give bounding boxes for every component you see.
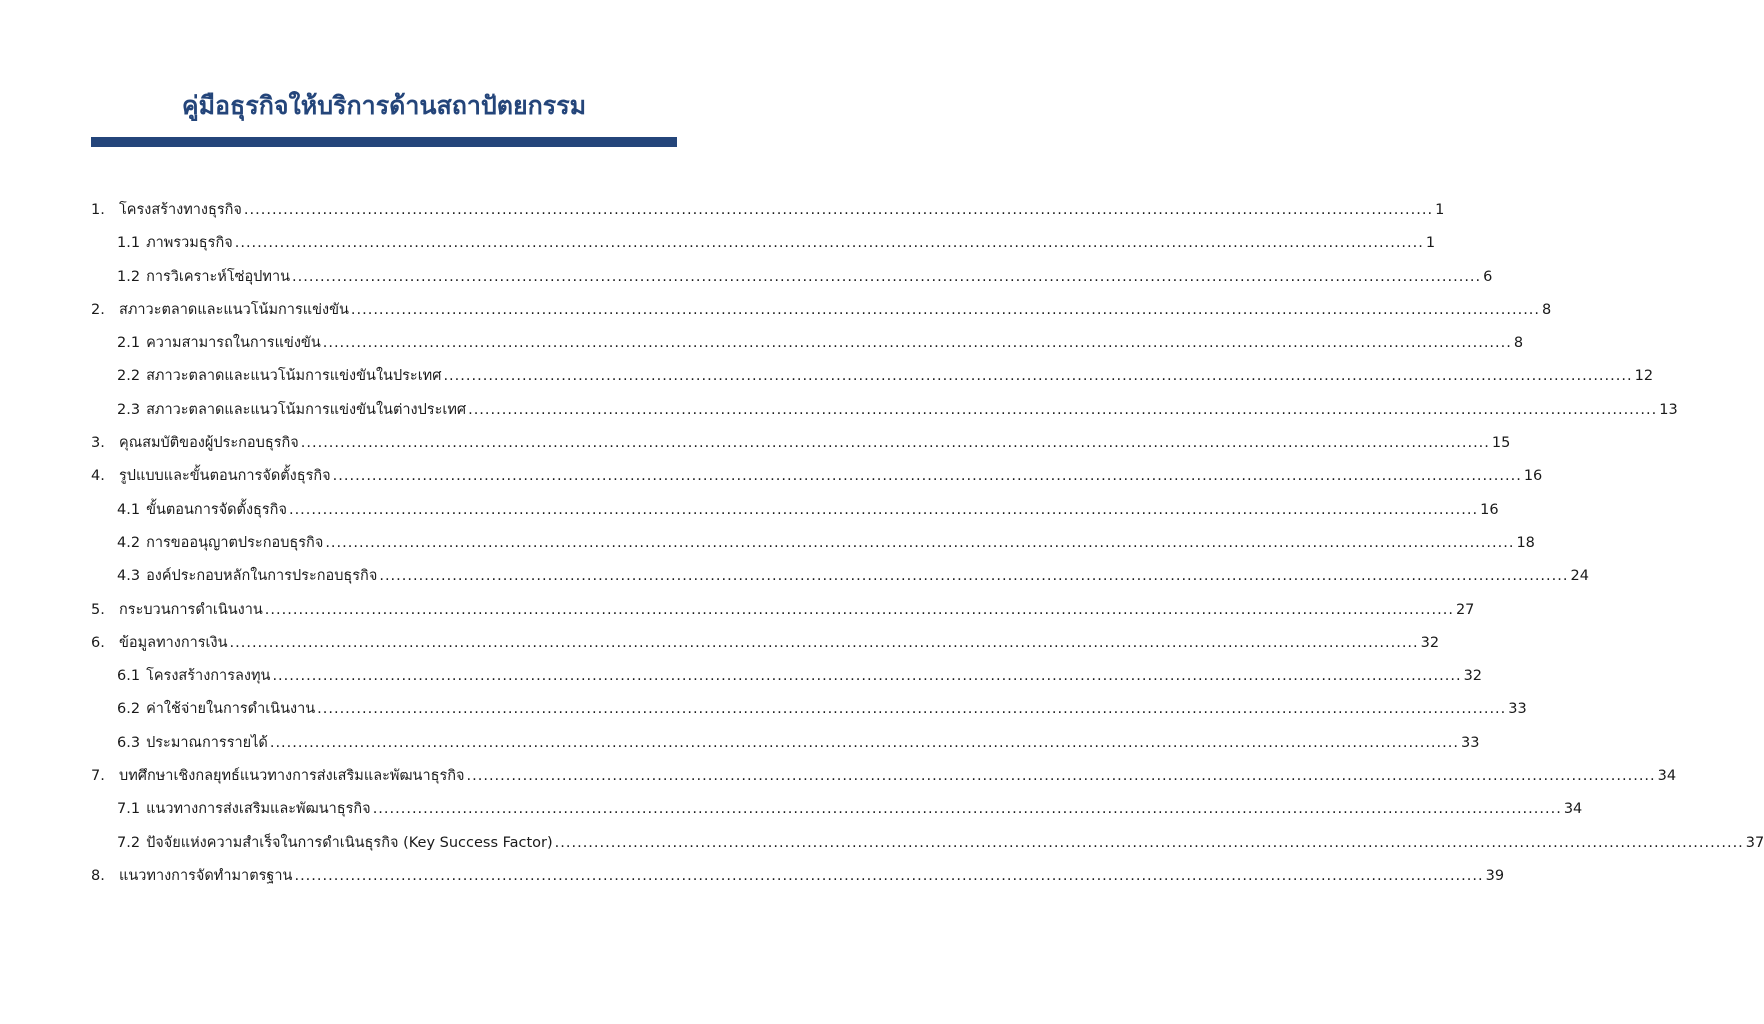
toc-subentry[interactable] <box>91 494 1499 527</box>
toc-number: 7. <box>91 768 105 785</box>
toc-subentry[interactable] <box>91 360 1654 393</box>
toc-page-number: 1 <box>1435 202 1445 218</box>
toc-page-number: 12 <box>1634 368 1654 385</box>
toc-number: 2.2 <box>117 368 141 385</box>
toc-number: 4. <box>91 468 105 485</box>
dot-leader <box>467 760 1656 793</box>
page-title: คู่มือธุรกิจให้บริการด้านสถาปัตยกรรม <box>181 91 587 120</box>
toc-number: 2. <box>91 301 105 318</box>
dot-leader <box>244 194 1433 227</box>
toc-number: 4.2 <box>117 534 141 551</box>
toc-title: สภาวะตลาดและแนวโน้มการแข่งขันในต่างประเทศ <box>146 401 467 418</box>
toc-subentry[interactable] <box>91 660 1483 693</box>
dot-leader <box>317 693 1506 726</box>
toc-page-number: 34 <box>1563 801 1583 818</box>
toc-title: การขออนุญาตประกอบธุรกิจ <box>146 534 324 551</box>
toc-subentry[interactable] <box>91 327 1524 360</box>
toc-title: โครงสร้างทางธุรกิจ <box>119 202 242 218</box>
dot-leader <box>351 294 1540 327</box>
toc-page-number: 6 <box>1483 268 1493 285</box>
dot-leader <box>230 627 1419 660</box>
dot-leader <box>294 860 1483 893</box>
toc-entry[interactable] <box>91 294 1552 327</box>
toc-subentry[interactable] <box>91 227 1436 260</box>
toc-subentry[interactable] <box>91 793 1583 826</box>
toc-title: ปัจจัยแห่งความสำเร็จในการดำเนินธุรกิจ (Key Success Factor) <box>146 834 553 851</box>
title-divider <box>91 137 677 147</box>
toc-title: โครงสร้างการลงทุน <box>146 668 271 685</box>
dot-leader <box>289 494 1478 527</box>
toc-number: 4.1 <box>117 501 141 518</box>
dot-leader <box>265 594 1454 627</box>
toc-number: 1.2 <box>117 268 141 285</box>
table-of-contents <box>91 194 1764 893</box>
toc-number: 2.3 <box>117 401 141 418</box>
toc-page-number: 32 <box>1463 668 1483 685</box>
toc-page-number: 8 <box>1513 335 1524 352</box>
toc-title: องค์ประกอบหลักในการประกอบธุรกิจ <box>146 568 378 585</box>
dot-leader <box>379 560 1568 593</box>
toc-entry[interactable] <box>91 760 1677 793</box>
toc-number: 2.1 <box>117 335 141 352</box>
toc-page-number: 24 <box>1570 568 1589 585</box>
toc-number: 6.2 <box>117 701 141 718</box>
toc-title: สภาวะตลาดและแนวโน้มการแข่งขัน <box>119 301 349 318</box>
toc-page-number: 15 <box>1491 435 1511 452</box>
dot-leader <box>323 327 1512 360</box>
toc-page-number: 37 <box>1745 834 1764 851</box>
toc-entry[interactable] <box>91 460 1543 493</box>
toc-number: 6.1 <box>117 668 141 685</box>
toc-entry[interactable] <box>91 194 1445 227</box>
toc-title: บทศึกษาเชิงกลยุทธ์แนวทางการส่งเสริมและพัฒนาธุรกิจ <box>119 768 465 785</box>
toc-title: รูปแบบและขั้นตอนการจัดตั้งธุรกิจ <box>119 468 331 485</box>
toc-title: ความสามารถในการแข่งขัน <box>146 335 321 352</box>
toc-number: 7.1 <box>117 801 141 818</box>
toc-subentry[interactable] <box>91 394 1678 427</box>
toc-subentry[interactable] <box>91 527 1535 560</box>
dot-leader <box>555 827 1744 860</box>
toc-number: 1. <box>91 202 105 218</box>
toc-title: กระบวนการดำเนินงาน <box>119 601 263 618</box>
toc-page-number: 33 <box>1460 734 1480 751</box>
toc-title: ค่าใช้จ่ายในการดำเนินงาน <box>146 701 316 718</box>
dot-leader <box>325 527 1514 560</box>
toc-page-number: 39 <box>1485 867 1505 884</box>
toc-number: 4.3 <box>117 568 141 585</box>
toc-subentry[interactable] <box>91 261 1493 294</box>
toc-page-number: 34 <box>1657 768 1677 785</box>
toc-title: ขั้นตอนการจัดตั้งธุรกิจ <box>146 501 287 518</box>
toc-title: สภาวะตลาดและแนวโน้มการแข่งขันในประเทศ <box>146 368 442 385</box>
toc-entry[interactable] <box>91 594 1475 627</box>
toc-title: แนวทางการจัดทำมาตรฐาน <box>119 867 293 884</box>
toc-title: ประมาณการรายได้ <box>146 734 268 751</box>
toc-entry[interactable] <box>91 427 1511 460</box>
toc-entry[interactable] <box>91 627 1440 660</box>
toc-page-number: 33 <box>1508 701 1527 718</box>
toc-number: 5. <box>91 601 105 618</box>
toc-subentry[interactable] <box>91 560 1589 593</box>
toc-page-number: 18 <box>1516 534 1535 551</box>
toc-page-number: 1 <box>1425 235 1436 252</box>
dot-leader <box>333 460 1522 493</box>
toc-number: 3. <box>91 435 105 452</box>
toc-title: แนวทางการส่งเสริมและพัฒนาธุรกิจ <box>146 801 371 818</box>
toc-page-number: 16 <box>1523 468 1543 485</box>
dot-leader <box>235 227 1424 260</box>
toc-subentry[interactable] <box>91 827 1764 860</box>
toc-page-number: 27 <box>1455 601 1475 618</box>
toc-number: 6. <box>91 634 105 651</box>
dot-leader <box>468 394 1657 427</box>
toc-subentry[interactable] <box>91 727 1480 760</box>
toc-page-number: 13 <box>1659 401 1678 418</box>
dot-leader <box>373 793 1562 826</box>
toc-page-number: 16 <box>1480 501 1499 518</box>
toc-page-number: 32 <box>1420 634 1440 651</box>
toc-title: ข้อมูลทางการเงิน <box>119 634 228 651</box>
toc-number: 1.1 <box>117 235 141 252</box>
toc-subentry[interactable] <box>91 693 1527 726</box>
dot-leader <box>292 261 1481 294</box>
toc-entry[interactable] <box>91 860 1505 893</box>
toc-number: 6.3 <box>117 734 141 751</box>
toc-title: การวิเคราะห์โซ่อุปทาน <box>146 268 291 285</box>
toc-number: 7.2 <box>117 834 141 851</box>
dot-leader <box>272 660 1461 693</box>
toc-page-number: 8 <box>1542 301 1552 318</box>
dot-leader <box>301 427 1490 460</box>
toc-number: 8. <box>91 867 105 884</box>
dot-leader <box>270 727 1459 760</box>
toc-title: ภาพรวมธุรกิจ <box>146 235 233 252</box>
dot-leader <box>443 360 1632 393</box>
toc-title: คุณสมบัติของผู้ประกอบธุรกิจ <box>119 435 299 452</box>
